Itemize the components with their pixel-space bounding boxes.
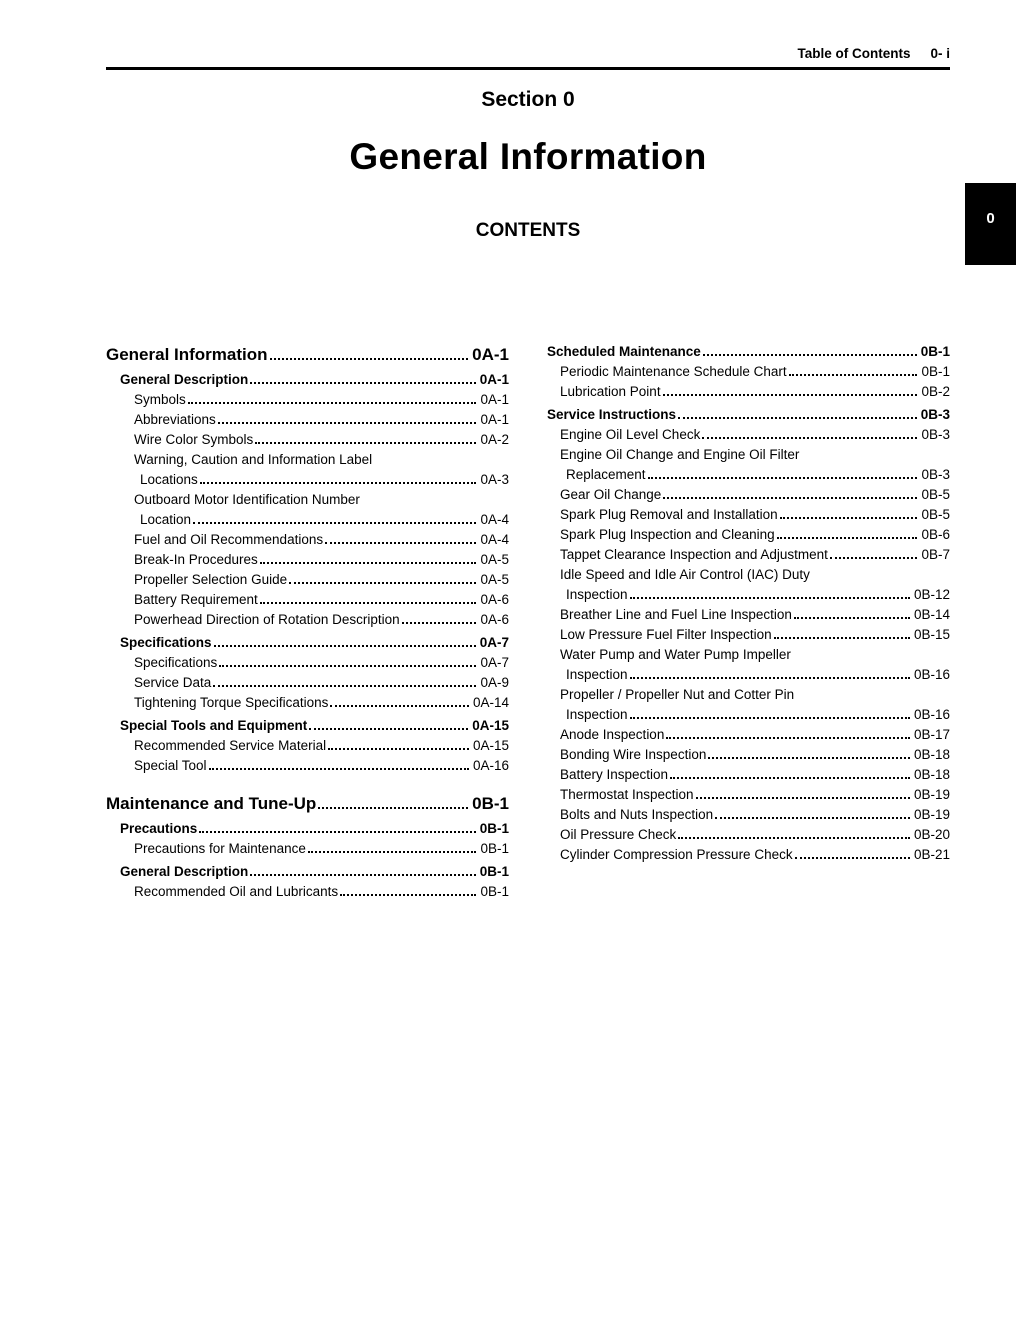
toc-entry-page: 0A-5	[480, 552, 509, 567]
toc-entry-line	[134, 430, 509, 450]
toc-entry-line	[560, 825, 950, 845]
leader-dots	[630, 676, 910, 679]
toc-entry-line	[560, 805, 950, 825]
toc-entry-text: Precautions	[120, 821, 198, 836]
toc-entry-line	[134, 510, 509, 530]
toc-entry-page: 0A-1	[472, 345, 509, 364]
toc-entry	[106, 342, 509, 367]
toc-entry	[547, 485, 950, 505]
toc-entry	[547, 645, 950, 685]
toc-entry-page: 0A-6	[480, 612, 509, 627]
toc-entry-text: Wire Color Symbols	[134, 432, 254, 447]
toc-entry-page: 0A-15	[472, 738, 509, 753]
toc-entry-page: 0A-6	[480, 592, 509, 607]
toc-entry	[106, 570, 509, 590]
leader-dots	[670, 776, 910, 779]
toc-entry-line	[560, 625, 950, 645]
toc-entry	[547, 525, 950, 545]
toc-entry	[547, 685, 950, 725]
toc-entry-text: Powerhead Direction of Rotation Description	[134, 612, 400, 627]
toc-entry-text: Periodic Maintenance Schedule Chart	[560, 364, 787, 379]
toc-entry-line	[134, 410, 509, 430]
toc-entry	[547, 625, 950, 645]
toc-entry	[106, 490, 509, 530]
toc-entry-text: Precautions for Maintenance	[134, 841, 306, 856]
leader-dots	[250, 873, 475, 876]
toc-entry-text: Recommended Service Material	[134, 738, 327, 753]
toc-entry	[547, 845, 950, 865]
toc-column-left	[106, 342, 509, 902]
toc-entry-line	[134, 390, 509, 410]
toc-entry	[547, 425, 950, 445]
toc-entry	[106, 370, 509, 390]
toc-entry-text: Tightening Torque Specifications	[134, 695, 329, 710]
leader-dots	[289, 581, 476, 584]
toc-entry-page: 0B-19	[913, 807, 950, 822]
toc-entry	[106, 839, 509, 859]
toc-entry-line	[560, 465, 950, 485]
leader-dots	[696, 796, 910, 799]
toc-entry	[106, 882, 509, 902]
leader-dots	[340, 893, 476, 896]
leader-dots	[402, 621, 477, 624]
toc-entry	[547, 342, 950, 362]
leader-dots	[708, 756, 910, 759]
toc-entry-line	[560, 685, 950, 705]
leader-dots	[188, 401, 477, 404]
toc-entry-page: 0A-1	[480, 392, 509, 407]
toc-entry	[106, 693, 509, 713]
leader-dots	[630, 596, 910, 599]
toc-entry	[106, 791, 509, 816]
toc-entry-text: Symbols	[134, 392, 186, 407]
toc-entry	[106, 736, 509, 756]
toc-entry-line	[134, 693, 509, 713]
header-label: Table of Contents	[797, 46, 911, 61]
leader-dots	[213, 684, 476, 687]
toc-entry-line	[120, 716, 509, 736]
leader-dots	[200, 481, 477, 484]
toc-entry-line	[120, 370, 509, 390]
toc-entry-line	[134, 550, 509, 570]
toc-entry-text: Water Pump and Water Pump Impeller	[560, 647, 791, 662]
toc-entry	[547, 605, 950, 625]
toc-entry-text: Service Instructions	[547, 407, 677, 422]
toc-entry-line	[560, 445, 950, 465]
toc-entry-line	[134, 673, 509, 693]
leader-dots	[250, 381, 475, 384]
toc-entry-page: 0B-7	[921, 547, 950, 562]
leader-dots	[774, 636, 910, 639]
toc-entry	[106, 756, 509, 776]
toc-entry	[547, 362, 950, 382]
leader-dots	[308, 850, 477, 853]
toc-entry-page: 0B-1	[921, 364, 950, 379]
leader-dots	[255, 441, 476, 444]
toc-entry-line	[560, 362, 950, 382]
toc-entry	[106, 862, 509, 882]
toc-entry-page: 0A-9	[480, 675, 509, 690]
toc-entry-text: Bonding Wire Inspection	[560, 747, 707, 762]
contents-label: CONTENTS	[475, 220, 581, 241]
toc-entry-text: Thermostat Inspection	[560, 787, 694, 802]
toc-entry-line	[560, 705, 950, 725]
leader-dots	[702, 436, 917, 439]
leader-dots	[218, 421, 477, 424]
leader-dots	[219, 664, 476, 667]
toc-entry-line	[134, 570, 509, 590]
toc-entry	[547, 825, 950, 845]
toc-entry	[547, 745, 950, 765]
toc-entry-text: Bolts and Nuts Inspection	[560, 807, 714, 822]
toc-entry-page: 0B-12	[913, 587, 950, 602]
toc-entry-text: Low Pressure Fuel Filter Inspection	[560, 627, 772, 642]
toc-entry-line	[560, 605, 950, 625]
leader-dots	[630, 716, 910, 719]
toc-entry	[547, 565, 950, 605]
toc-entry-text: Breather Line and Fuel Line Inspection	[560, 607, 792, 622]
toc-entry-line	[560, 665, 950, 685]
leader-dots	[199, 830, 475, 833]
toc-entry-line	[547, 405, 950, 425]
toc-entry-line	[560, 785, 950, 805]
toc-entry-text: Abbreviations	[134, 412, 216, 427]
toc-entry	[106, 610, 509, 630]
toc-entry-line	[134, 756, 509, 776]
leader-dots	[780, 516, 918, 519]
toc-entry	[106, 819, 509, 839]
toc-entry	[547, 405, 950, 425]
toc-entry-text: General Description	[120, 372, 249, 387]
toc-entry	[547, 445, 950, 485]
toc-entry-text: Maintenance and Tune-Up	[106, 794, 317, 813]
toc-entry-line	[560, 585, 950, 605]
toc-entry-page: 0B-14	[913, 607, 950, 622]
toc-entry-text: Gear Oil Change	[560, 487, 662, 502]
page-title: General Information	[349, 136, 707, 177]
toc-entry-page: 0B-18	[913, 767, 950, 782]
leader-dots	[666, 736, 910, 739]
toc-entry-page: 0B-1	[480, 884, 509, 899]
leader-dots	[678, 836, 910, 839]
toc-entry	[106, 673, 509, 693]
toc-entry-page: 0B-3	[921, 427, 950, 442]
leader-dots	[260, 601, 477, 604]
toc-entry-line	[134, 839, 509, 859]
toc-entry	[106, 653, 509, 673]
toc-entry	[106, 410, 509, 430]
toc-entry-text: Replacement	[566, 467, 646, 482]
toc-entry-text: General Description	[120, 864, 249, 879]
toc-entry-page: 0B-1	[480, 841, 509, 856]
leader-dots	[318, 806, 468, 809]
leader-dots	[830, 556, 918, 559]
toc-entry-page: 0A-15	[472, 718, 509, 733]
toc-entry	[106, 550, 509, 570]
toc-entry-page: 0B-20	[913, 827, 950, 842]
toc-entry-page: 0B-3	[921, 467, 950, 482]
toc-entry-text: Engine Oil Level Check	[560, 427, 701, 442]
toc-entry	[106, 530, 509, 550]
toc-entry-text: Location	[140, 512, 192, 527]
toc-entry-line	[560, 382, 950, 402]
toc-entry-line	[560, 765, 950, 785]
toc-entry-text: Specifications	[120, 635, 212, 650]
leader-dots	[330, 704, 469, 707]
toc-entry-line	[560, 505, 950, 525]
toc-entry-text: Outboard Motor Identification Number	[134, 492, 360, 507]
leader-dots	[794, 616, 910, 619]
section-label: Section 0	[481, 88, 575, 111]
toc-entry-text: Specifications	[134, 655, 218, 670]
toc-entry-text: Cylinder Compression Pressure Check	[560, 847, 793, 862]
toc-column-right	[547, 342, 950, 902]
toc-entry-page: 0B-16	[913, 667, 950, 682]
toc-entry-page: 0B-1	[479, 821, 509, 836]
toc-entry-text: Inspection	[566, 667, 628, 682]
toc-entry-page: 0B-19	[913, 787, 950, 802]
toc-entry-line	[560, 845, 950, 865]
toc-entry-page: 0B-18	[913, 747, 950, 762]
toc-entry	[547, 505, 950, 525]
toc-entry-text: General Information	[106, 345, 268, 364]
leader-dots	[209, 767, 469, 770]
toc-entry-line	[106, 342, 509, 367]
toc-entry-page: 0B-2	[921, 384, 950, 399]
section-tab-number: 0	[986, 210, 995, 227]
toc-entry	[547, 382, 950, 402]
toc-entry-page: 0A-7	[479, 635, 509, 650]
toc-entry-page: 0A-1	[480, 412, 509, 427]
leader-dots	[789, 373, 918, 376]
leader-dots	[260, 561, 477, 564]
toc-entry-line	[134, 590, 509, 610]
toc-entry-page: 0B-1	[920, 344, 950, 359]
toc-entry-page: 0A-2	[480, 432, 509, 447]
leader-dots	[663, 393, 918, 396]
toc-entry-line	[134, 470, 509, 490]
toc-entry	[547, 545, 950, 565]
toc-entry	[106, 716, 509, 736]
header-rule	[106, 67, 950, 70]
toc-entry-page: 0B-16	[913, 707, 950, 722]
toc-entry-page: 0A-4	[480, 512, 509, 527]
toc-entry-page: 0B-1	[479, 864, 509, 879]
leader-dots	[328, 747, 469, 750]
toc-entry-line	[120, 862, 509, 882]
toc-entry-line	[547, 342, 950, 362]
toc-entry-line	[134, 490, 509, 510]
toc-entry-page: 0B-6	[921, 527, 950, 542]
toc-entry-line	[134, 882, 509, 902]
page-header	[106, 0, 950, 61]
toc-entry-line	[120, 819, 509, 839]
leader-dots	[678, 416, 917, 419]
toc-entry-text: Propeller / Propeller Nut and Cotter Pin	[560, 687, 795, 702]
toc-entry	[106, 450, 509, 490]
toc-entry	[106, 390, 509, 410]
toc-entry-text: Propeller Selection Guide	[134, 572, 288, 587]
toc-entry-text: Tappet Clearance Inspection and Adjustment	[560, 547, 828, 562]
leader-dots	[648, 476, 918, 479]
toc-entry-line	[134, 653, 509, 673]
toc-entry-text: Inspection	[566, 707, 628, 722]
toc-entry-page: 0B-21	[913, 847, 950, 862]
leader-dots	[270, 357, 469, 360]
toc-entry-line	[134, 450, 509, 470]
toc-entry	[547, 765, 950, 785]
leader-dots	[703, 353, 917, 356]
toc-entry-text: Service Data	[134, 675, 212, 690]
leader-dots	[193, 521, 476, 524]
toc-entry-text: Battery Inspection	[560, 767, 669, 782]
toc-entry-text: Scheduled Maintenance	[547, 344, 701, 359]
toc-entry	[106, 633, 509, 653]
toc-entry-page: 0B-5	[921, 487, 950, 502]
toc-entry-line	[560, 565, 950, 585]
leader-dots	[663, 496, 917, 499]
toc-entry-page: 0A-3	[480, 472, 509, 487]
toc-entry-page: 0A-4	[480, 532, 509, 547]
toc-entry-page: 0A-16	[472, 758, 509, 773]
toc-entry-line	[560, 745, 950, 765]
toc-entry-text: Engine Oil Change and Engine Oil Filter	[560, 447, 800, 462]
toc-entry-line	[134, 530, 509, 550]
toc-entry-page: 0B-3	[920, 407, 950, 422]
toc-entry-text: Special Tools and Equipment	[120, 718, 308, 733]
toc-entry-text: Locations	[140, 472, 198, 487]
toc-entry-text: Special Tool	[134, 758, 207, 773]
toc-entry	[547, 725, 950, 745]
toc-entry-text: Recommended Oil and Lubricants	[134, 884, 339, 899]
toc-entry-text: Fuel and Oil Recommendations	[134, 532, 324, 547]
toc-entry-text: Warning, Caution and Information Label	[134, 452, 373, 467]
header-page-number: 0- i	[930, 46, 950, 61]
leader-dots	[309, 727, 468, 730]
toc-entry-line	[106, 791, 509, 816]
toc-entry-line	[134, 736, 509, 756]
toc-entry-line	[120, 633, 509, 653]
toc-entry-text: Idle Speed and Idle Air Control (IAC) Duty	[560, 567, 810, 582]
leader-dots	[214, 644, 476, 647]
toc-entry-text: Anode Inspection	[560, 727, 665, 742]
toc-entry-page: 0B-1	[472, 794, 509, 813]
toc-entry-text: Lubrication Point	[560, 384, 661, 399]
toc-entry-line	[560, 545, 950, 565]
toc-entry-page: 0A-1	[479, 372, 509, 387]
toc-entry-page: 0A-5	[480, 572, 509, 587]
toc-entry	[547, 805, 950, 825]
toc-entry-line	[134, 610, 509, 630]
toc-entry-text: Inspection	[566, 587, 628, 602]
leader-dots	[325, 541, 476, 544]
section-tab	[965, 183, 1016, 265]
toc-entry-text: Break-In Procedures	[134, 552, 258, 567]
toc-entry	[547, 785, 950, 805]
toc-entry-line	[560, 725, 950, 745]
leader-dots	[795, 856, 910, 859]
toc-entry-text: Battery Requirement	[134, 592, 258, 607]
toc-entry-text: Spark Plug Inspection and Cleaning	[560, 527, 775, 542]
toc-entry-page: 0B-15	[913, 627, 950, 642]
toc-entry-page: 0B-5	[921, 507, 950, 522]
toc-entry-page: 0B-17	[913, 727, 950, 742]
leader-dots	[777, 536, 918, 539]
table-of-contents	[106, 342, 950, 902]
toc-entry-text: Oil Pressure Check	[560, 827, 677, 842]
toc-entry-page: 0A-14	[472, 695, 509, 710]
toc-entry-line	[560, 425, 950, 445]
toc-entry	[106, 590, 509, 610]
toc-entry-line	[560, 525, 950, 545]
toc-entry	[106, 430, 509, 450]
leader-dots	[715, 816, 910, 819]
toc-entry-line	[560, 645, 950, 665]
toc-entry-text: Spark Plug Removal and Installation	[560, 507, 778, 522]
toc-entry-line	[560, 485, 950, 505]
toc-entry-page: 0A-7	[480, 655, 509, 670]
